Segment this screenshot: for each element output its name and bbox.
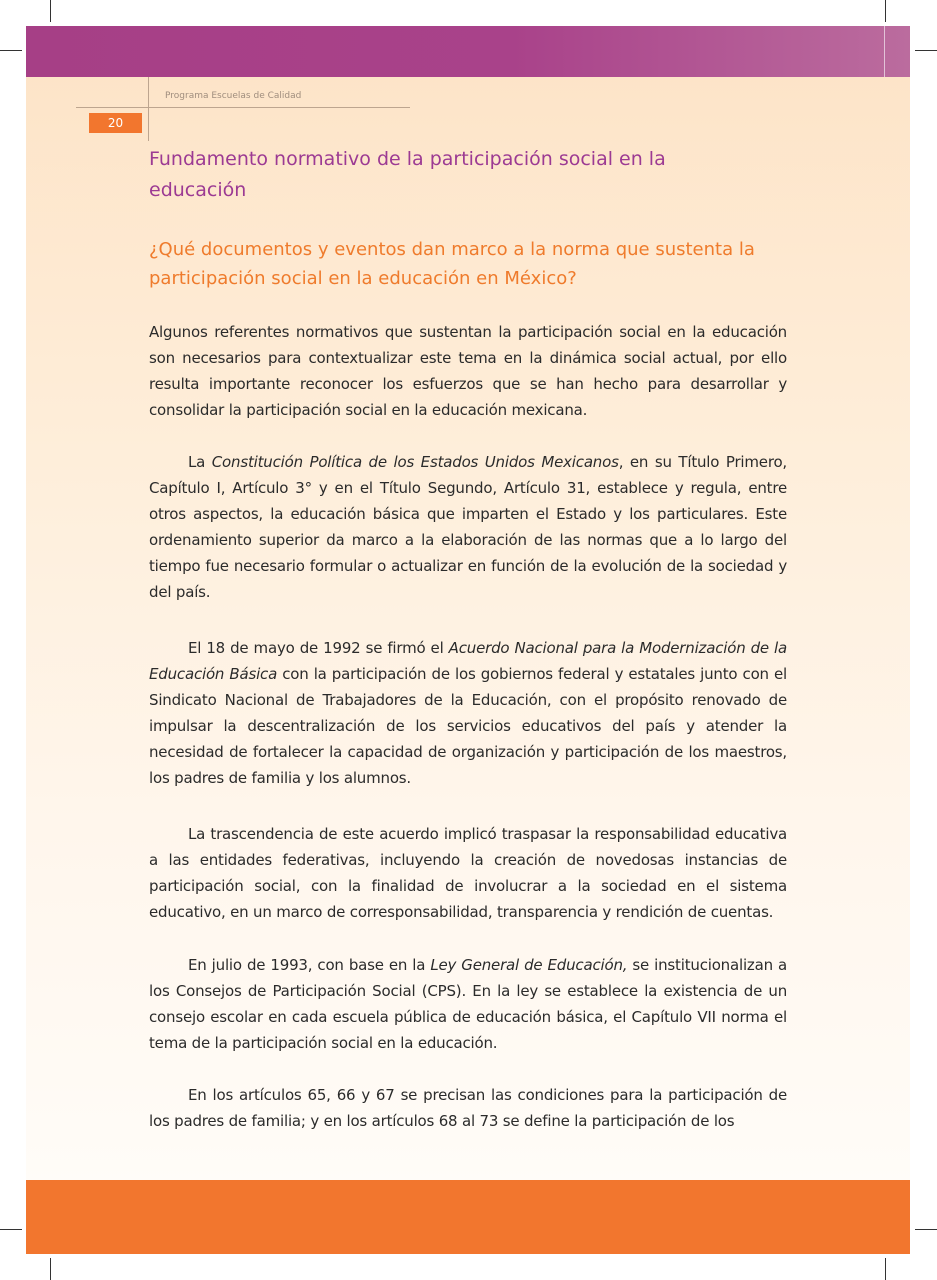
crop-mark (50, 1258, 51, 1280)
running-header: Programa Escuelas de Calidad (165, 91, 302, 101)
paragraph-5 (149, 952, 787, 1056)
paragraph-6: En los artículos 65, 66 y 67 se precisan las condiciones para la participación de los padres de familia; y en los artículos 68 al 73 se define la participación de los (149, 1086, 787, 1130)
crop-mark (915, 1229, 937, 1230)
crop-mark (50, 0, 51, 22)
bottom-color-band (26, 1180, 910, 1254)
header-rule-vertical (148, 77, 149, 141)
paragraph-5-text: se institucionalizan a los Consejos de Participación Social (CPS). En la ley se establece la existencia de un consejo escolar en cada escuela pública de educación básica, el Capítulo VII norma el tema de la participación social en la educación. (149, 956, 787, 1052)
paragraph-1: Algunos referentes normativos que sustentan la participación social en la educación son necesarios para contextualizar este tema en la dinámica social actual, por ello resulta importante reconocer los esfuerzos que se han hecho para desarrollar y consolidar la participación social en la educación mexicana. (149, 323, 787, 419)
paragraph-3 (149, 635, 787, 791)
paragraph-2 (149, 449, 787, 605)
paragraph-3-text: con la participación de los gobiernos federal y estatales junto con el Sindicato Nacional de Trabajadores de la Educación, con el propósito renovado de impulsar la descentralización de los servicios educativos del país y atender la necesidad de fortalecer la capacidad de organización y participación de los maestros, los padres de familia y los alumnos. (149, 665, 787, 787)
section-question: ¿Qué documentos y eventos dan marco a la norma que sustenta la participación social en la educación en México? (149, 239, 755, 289)
paragraph-4: La trascendencia de este acuerdo implicó traspasar la responsabilidad educativa a las entidades federativas, incluyendo la creación de novedosas instancias de participación social, con la finalidad de involucrar a la sociedad en el sistema educativo, en un marco de corresponsabilidad, transparencia y rendición de cuentas. (149, 825, 787, 921)
paragraph-2-title: Constitución Política de los Estados Unidos Mexicanos (211, 453, 619, 471)
paragraph-3-text: El 18 de mayo de 1992 se firmó el (188, 639, 449, 657)
paragraph-5-title: Ley General de Educación, (430, 956, 628, 974)
paragraph-3-title: Acuerdo Nacional para la Modernización de la Educación Básica (149, 639, 787, 683)
crop-mark (0, 50, 22, 51)
header-rule-horizontal (76, 107, 410, 108)
paragraph-2-text: La (188, 453, 212, 471)
crop-mark (885, 1258, 886, 1280)
section-title: Fundamento normativo de la participación social en la educación (149, 148, 666, 201)
crop-mark (915, 50, 937, 51)
crop-mark (0, 1229, 22, 1230)
top-color-band (26, 26, 910, 77)
band-divider (884, 26, 885, 77)
crop-mark (885, 0, 886, 22)
paragraph-2-text: , en su Título Primero, Capítulo I, Artículo 3° y en el Título Segundo, Artículo 31, establece y regula, entre otros aspectos, la educación básica que imparten el Estado y los particulares. Este ordenamiento superior da marco a la elaboración de las normas que a lo largo del tiempo fue necesario formular o actualizar en función de la evolución de la sociedad y del país. (149, 453, 788, 601)
paragraph-5-text: En julio de 1993, con base en la (188, 956, 431, 974)
page-number: 20 (89, 113, 142, 133)
